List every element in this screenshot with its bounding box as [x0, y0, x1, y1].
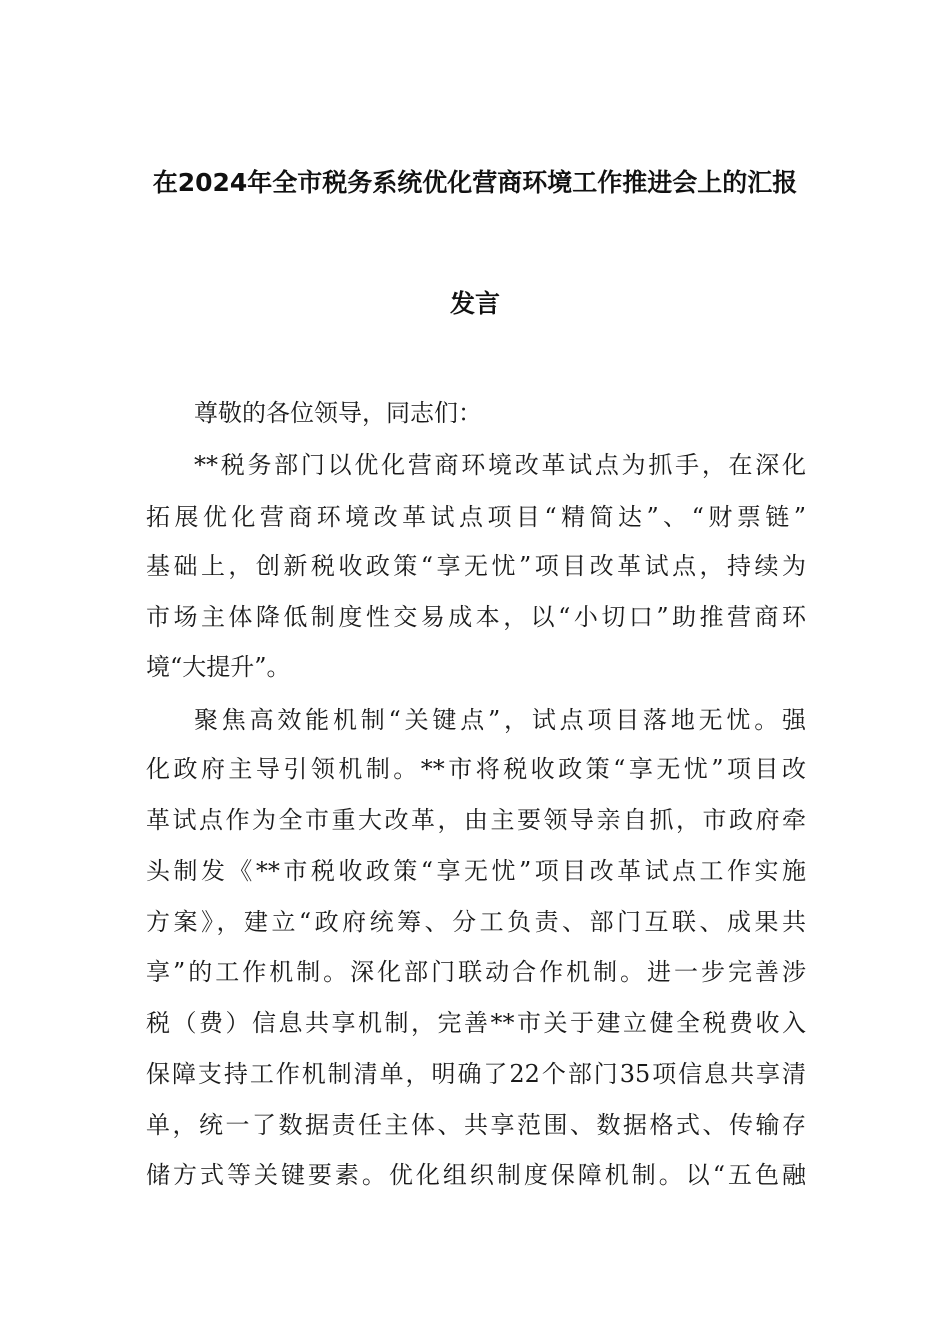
- paragraph-2-line: 享”的工作机制。深化部门联动合作机制。进一步完善涉: [146, 958, 806, 986]
- paragraph-1-line: 拓展优化营商环境改革试点项目“精简达”、“财票链”: [146, 503, 806, 531]
- paragraph-1-line: **税务部门以优化营商环境改革试点为抓手，在深化: [194, 451, 806, 479]
- paragraph-2-line: 方案》，建立“政府统筹、分工负责、部门互联、成果共: [146, 908, 806, 936]
- paragraph-2-line: 头制发《**市税收政策“享无忧”项目改革试点工作实施: [146, 857, 806, 885]
- paragraph-2-line: 单，统一了数据责任主体、共享范围、数据格式、传输存: [146, 1111, 806, 1139]
- salutation: 尊敬的各位领导，同志们：: [194, 399, 482, 427]
- paragraph-2-line: 税（费）信息共享机制，完善**市关于建立健全税费收入: [146, 1009, 806, 1037]
- paragraph-1-line: 境“大提升”。: [146, 653, 291, 681]
- document-title-line-1: 在2024年全市税务系统优化营商环境工作推进会上的汇报: [152, 168, 798, 197]
- document-title-line-2: 发言: [449, 289, 500, 318]
- paragraph-1-line: 市场主体降低制度性交易成本，以“小切口”助推营商环: [146, 603, 806, 631]
- paragraph-2-line: 聚焦高效能机制“关键点”，试点项目落地无忧。强: [194, 706, 806, 734]
- paragraph-2-line: 保障支持工作机制清单，明确了22个部门35项信息共享清: [146, 1060, 806, 1088]
- paragraph-2-line: 化政府主导引领机制。**市将税收政策“享无忧”项目改: [146, 755, 806, 783]
- paragraph-2-line: 革试点作为全市重大改革，由主要领导亲自抓，市政府牵: [146, 806, 806, 834]
- paragraph-1-line: 基础上，创新税收政策“享无忧”项目改革试点，持续为: [146, 552, 806, 580]
- paragraph-2-line: 储方式等关键要素。优化组织制度保障机制。以“五色融: [146, 1161, 806, 1189]
